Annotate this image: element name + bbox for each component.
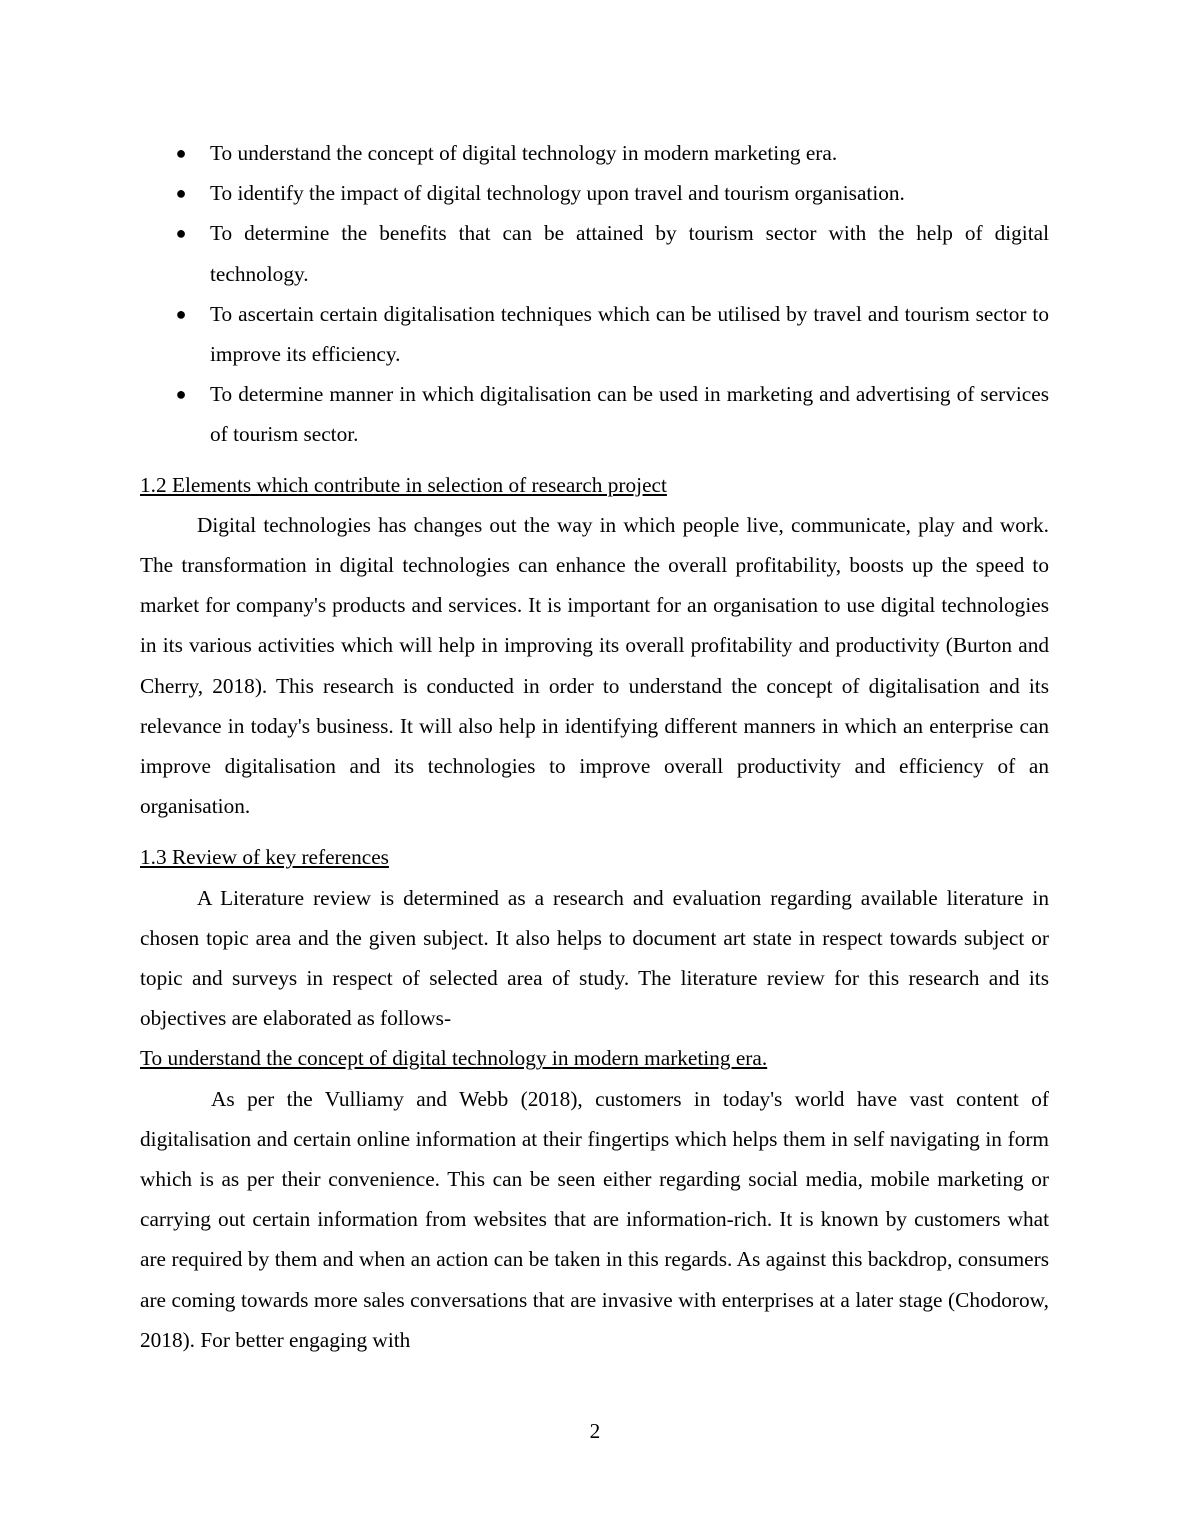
objective-item xyxy=(140,294,1049,374)
bullet-icon: ● xyxy=(175,183,187,204)
objective-text: To ascertain certain digitalisation techniques which can be utilised by travel and tourism sector to improve its efficiency. xyxy=(210,301,1049,367)
objective-text: To determine manner in which digitalisation can be used in marketing and advertising of services of tourism sector. xyxy=(210,382,1049,447)
section-paragraph-1-3: A Literature review is determined as a research and evaluation regarding available literature in chosen topic area and the given subject. It also helps to document art state in respect towards subject or topic and surveys in respect of selected area of study. The literature review for this research and its objectives are elaborated as follows- xyxy=(140,885,1049,1031)
objective-text: To identify the impact of digital technology upon travel and tourism organisation. xyxy=(210,181,905,206)
objective-item xyxy=(140,133,1049,173)
objective-text: To determine the benefits that can be attained by tourism sector with the help of digital technology. xyxy=(210,221,1049,286)
document-page xyxy=(140,133,1049,1360)
bullet-icon: ● xyxy=(175,384,187,405)
objective-item xyxy=(140,173,1049,213)
objective-item xyxy=(140,374,1049,454)
bullet-icon: ● xyxy=(175,143,187,163)
bullet-icon: ● xyxy=(175,223,187,244)
bullet-icon: ● xyxy=(175,303,187,324)
objectives-list xyxy=(140,133,1049,455)
section-paragraph-1-2: Digital technologies has changes out the way in which people live, communicate, play and work. The transformation in digital technologies can enhance the overall profitability, boosts up the speed to market for company's products and services. It is important for an organisation to use digital technologies in its various activities which will help in improving its overall profitability and productivity (Burton and Cherry, 2018). This research is conducted in order to understand the concept of digitalisation and its relevance in today's business. It will also help in identifying different manners in which an enterprise can improve digitalisation and its technologies to improve overall productivity and efficiency of an organisation. xyxy=(140,512,1049,819)
objective-item xyxy=(140,213,1049,293)
section-heading-1-3: 1.3 Review of key references xyxy=(140,845,389,870)
objective-subheading: To understand the concept of digital technology in modern marketing era. xyxy=(140,1046,768,1071)
page-number: 2 xyxy=(589,1419,601,1443)
objective-text: To understand the concept of digital technology in modern marketing era. xyxy=(210,141,838,165)
spacer xyxy=(140,826,1049,837)
section-heading-1-2: 1.2 Elements which contribute in selection of research project xyxy=(140,472,667,497)
objective-paragraph: As per the Vulliamy and Webb (2018), customers in today's world have vast content of digitalisation and certain online information at their fingertips which helps them in self navigating in form which is as per their convenience. This can be seen either regarding social media, mobile marketing or carrying out certain information from websites that are information-rich. It is known by customers what are required by them and when an action can be taken in this regards. As against this backdrop, consumers are coming towards more sales conversations that are invasive with enterprises at a later stage (Chodorow, 2018). For better engaging with xyxy=(140,1086,1049,1352)
